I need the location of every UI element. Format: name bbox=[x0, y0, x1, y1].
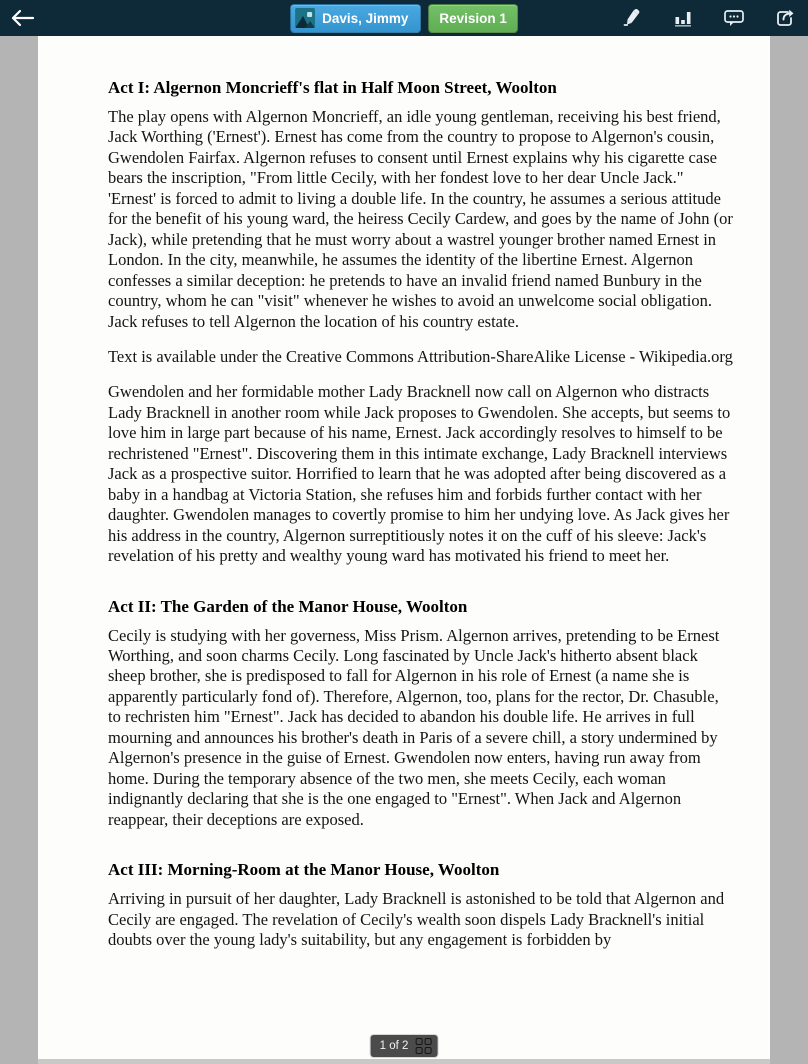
share-button[interactable] bbox=[772, 5, 798, 31]
stats-button[interactable] bbox=[670, 5, 696, 31]
document-owner-button[interactable] bbox=[290, 4, 421, 33]
chart-icon bbox=[672, 7, 694, 29]
paragraph: Text is available under the Creative Commons Attribution-ShareAlike License - Wikipedia.org bbox=[108, 346, 733, 366]
page-edge bbox=[38, 1059, 770, 1064]
paragraph: Arriving in pursuit of her daughter, Lady Bracknell is astonished to be told that Algernon and Cecily are engaged. The revelation of Cecily's wealth soon dispels Lady Bracknell's initial doubts over the young lady's suitability, but any engagement is forbidden by bbox=[108, 889, 725, 949]
revision-button[interactable] bbox=[428, 4, 518, 33]
top-toolbar bbox=[0, 0, 808, 36]
back-arrow-icon bbox=[9, 8, 35, 28]
document-body bbox=[38, 36, 770, 950]
page-indicator-label: 1 of 2 bbox=[379, 1040, 409, 1052]
user-avatar bbox=[295, 8, 315, 28]
annotate-button[interactable] bbox=[619, 5, 645, 31]
document-page[interactable] bbox=[38, 36, 770, 1059]
share-icon bbox=[774, 7, 797, 29]
annotate-icon bbox=[621, 7, 643, 29]
comments-icon bbox=[722, 7, 746, 29]
paragraph: Gwendolen and her formidable mother Lady Bracknell now call on Algernon who distracts Lady Bracknell in another room while Jack proposes to Gwendolen. She accepts, but seems to love him in large part because of his name, Ernest. Jack accordingly resolves to himself to be rechristened "Ernest". Discovering them in this intimate exchange, Lady Bracknell interviews Jack as a prospective suitor. Horrified to learn that he was adopted after being discovered as a baby in a handbag at Victoria Station, she refuses him and forbids further contact with her daughter. Gwendolen manages to covertly promise to him her undying love. As Jack gives her his address in the country, Algernon surreptitiously notes it on the cuff of his sleeve: Jack's revelation of his pretty and wealthy young ward has motivated his friend to meet her. bbox=[108, 382, 731, 566]
section-heading: Act I: Algernon Moncrieff's flat in Half Moon Street, Woolton bbox=[108, 78, 557, 97]
document-owner-label: Davis, Jimmy bbox=[322, 10, 409, 26]
toolbar-actions bbox=[619, 0, 798, 36]
section-heading: Act II: The Garden of the Manor House, Woolton bbox=[108, 596, 468, 616]
document-meta-buttons bbox=[290, 0, 518, 36]
back-button[interactable] bbox=[0, 0, 44, 36]
page-thumbnails-grid-icon[interactable] bbox=[415, 1038, 431, 1054]
comments-button[interactable] bbox=[721, 5, 747, 31]
page-indicator[interactable] bbox=[371, 1035, 438, 1057]
paragraph: The play opens with Algernon Moncrieff, an idle young gentleman, receiving his best friend, Jack Worthing ('Ernest'). Ernest has come from the country to propose to Algernon's cousin, Gwendolen Fairfax. Algernon refuses to consent until Ernest explains why his cigarette case bears the inscription, "From little Cecily, with her fondest love to her dear Uncle Jack." 'Ernest' is forced to admit to living a double life. In the country, he assumes a serious attitude for the benefit of his young ward, the heiress Cecily Cardew, and goes by the name of John (or Jack), while pretending that he must worry about a wastrel younger brother named Ernest in London. In the city, meanwhile, he assumes the identity of the libertine Ernest. Algernon confesses a similar deception: he pretends to have an invalid friend named Bunbury in the country, whom he can "visit" whenever he wishes to avoid an unwelcome social obligation. Jack refuses to tell Algernon the location of his country estate. bbox=[108, 107, 733, 331]
revision-label: Revision 1 bbox=[439, 10, 507, 26]
paragraph: Cecily is studying with her governess, Miss Prism. Algernon arrives, pretending to be Ernest Worthing, and soon charms Cecily. Long fascinated by Uncle Jack's hitherto absent black sheep brother, she is predisposed to fall for Algernon in his role of Ernest (a name she is apparently particularly fond of). Therefore, Algernon, too, plans for the rector, Dr. Chasuble, to rechristen him "Ernest". Jack has decided to abandon his double life. He arrives in full mourning and announces his brother's death in Paris of a severe chill, a story undermined by Algernon's presence in the guise of Ernest. Gwendolen now enters, having run away from home. During the temporary absence of the two men, she meets Cecily, each woman indignantly declaring that she is the one engaged to "Ernest". When Jack and Algernon reappear, their deceptions are exposed. bbox=[108, 625, 720, 829]
section-heading: Act III: Morning-Room at the Manor House, Woolton bbox=[108, 860, 500, 880]
